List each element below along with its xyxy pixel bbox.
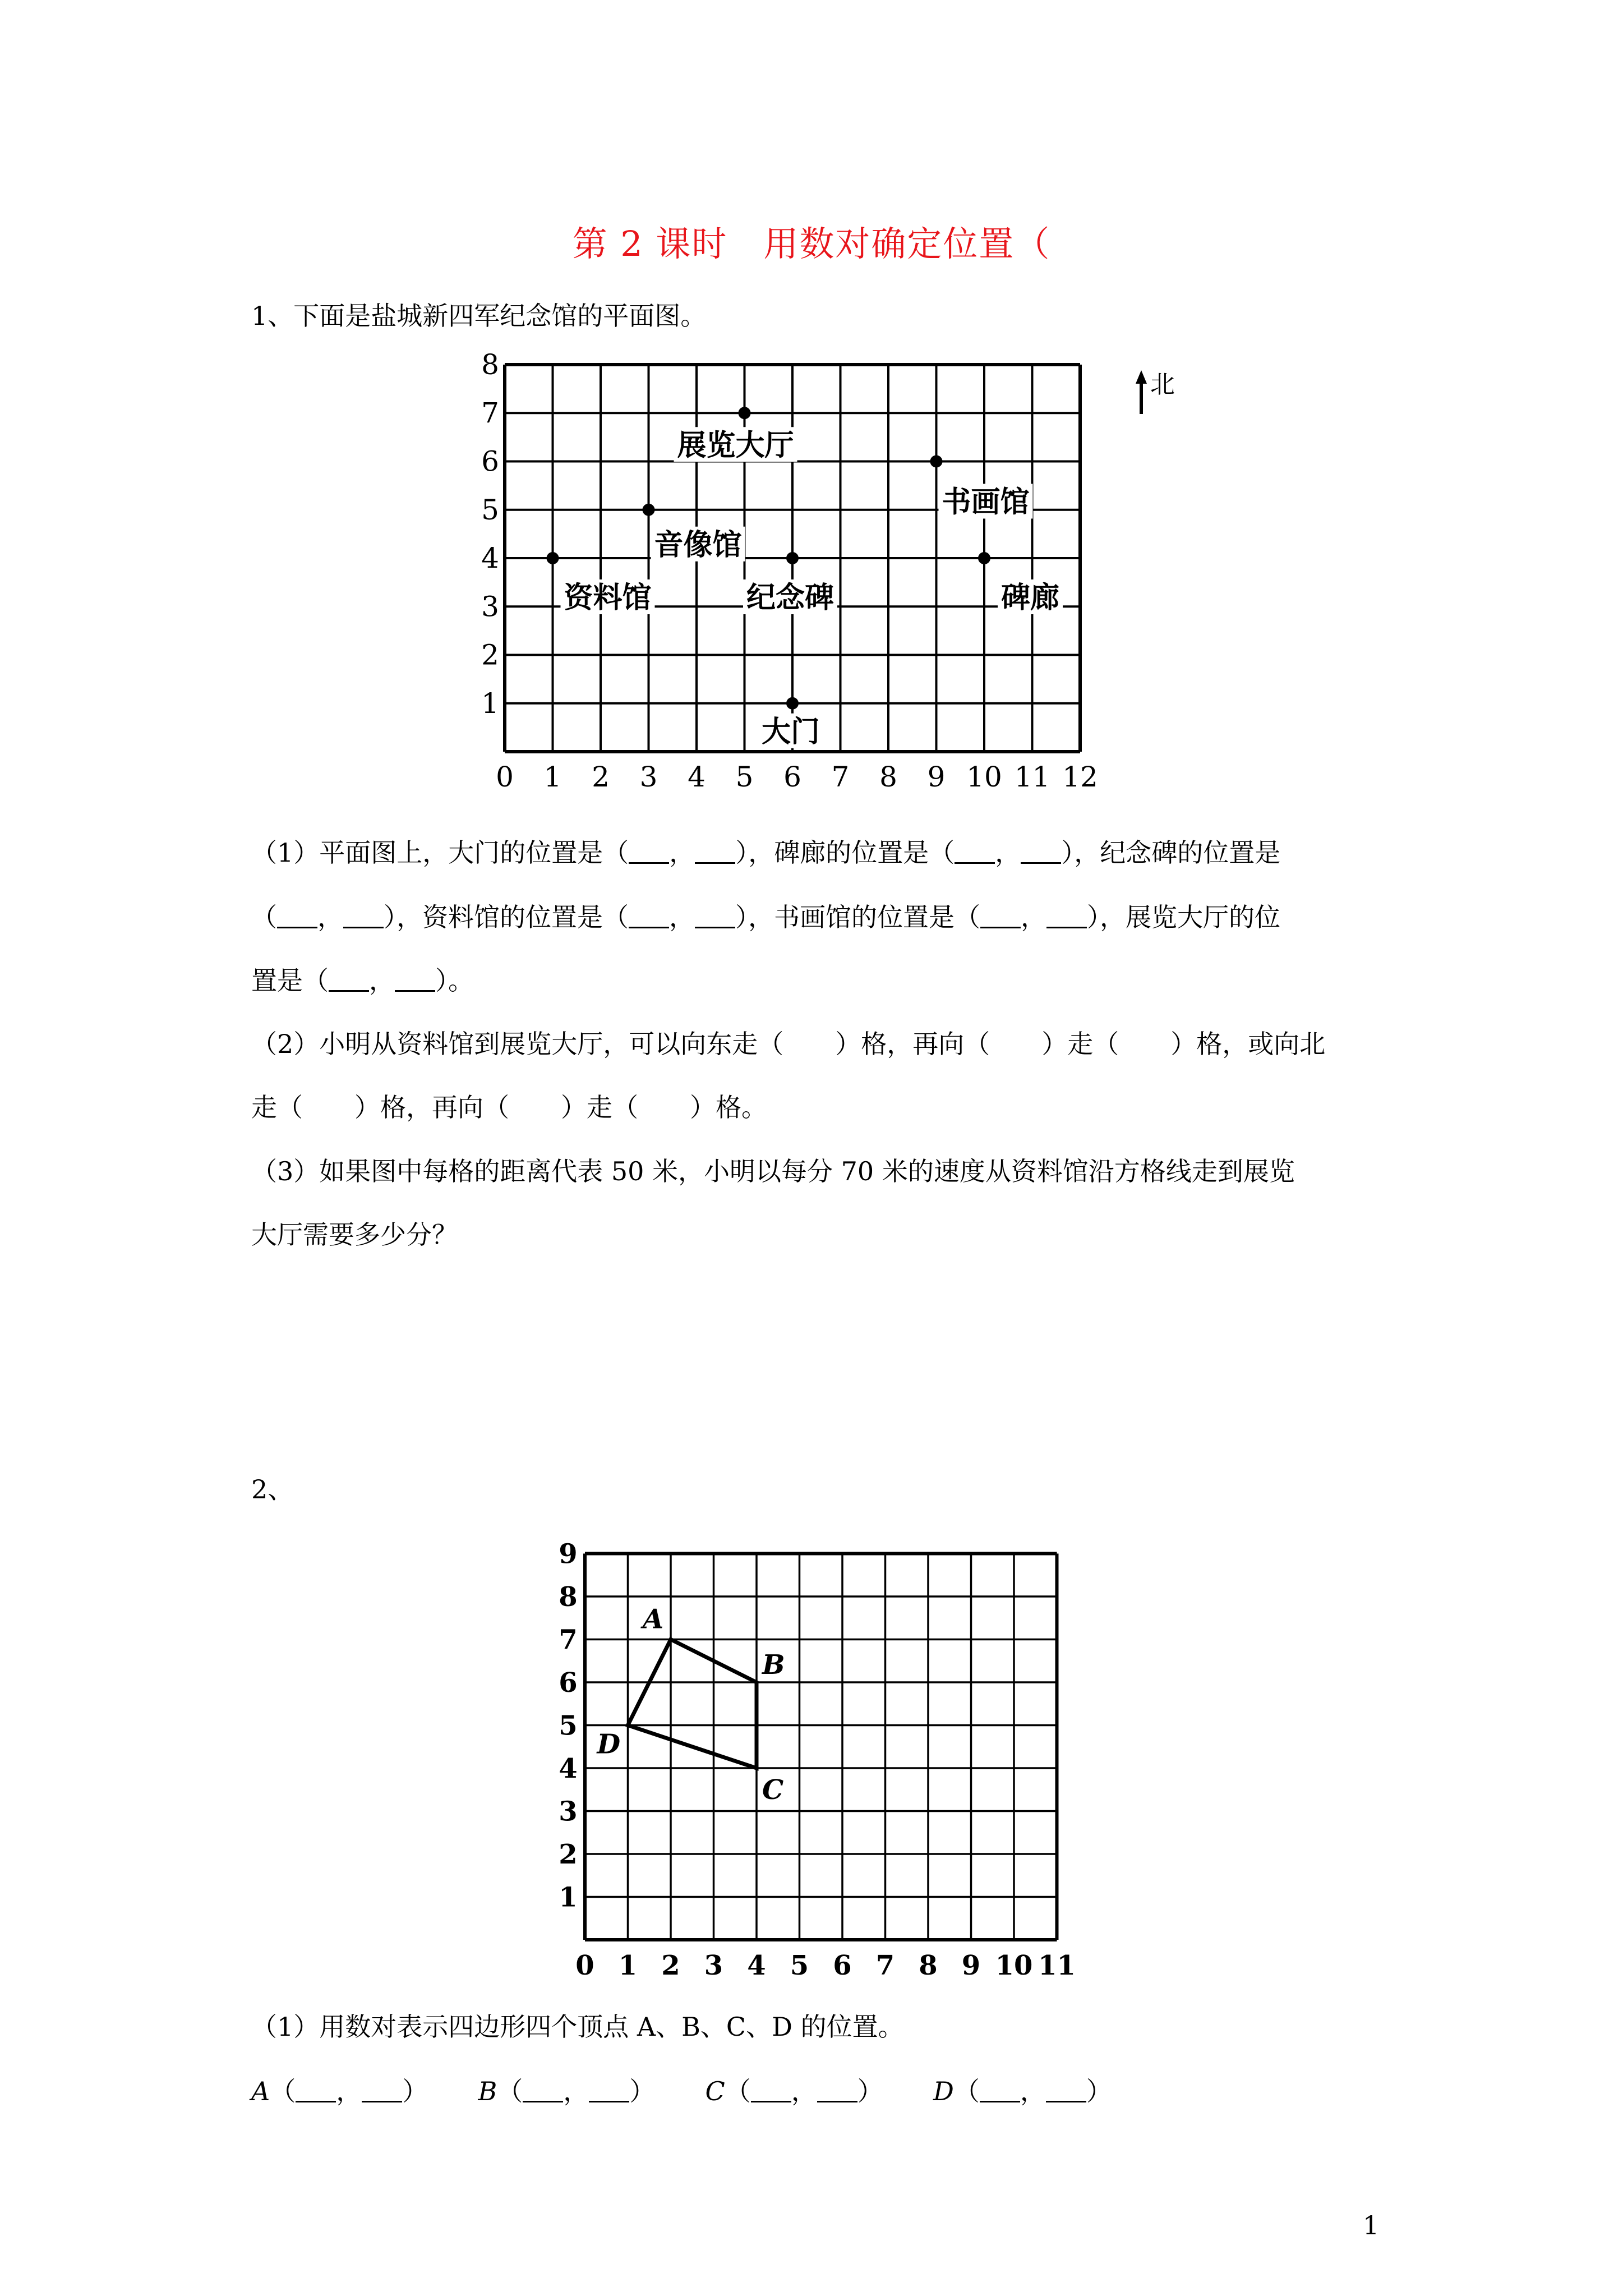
q1-part3-line1: （3）如果图中每格的距离代表 50 米，小明以每分 70 米的速度从资料馆沿方格线走到展览 bbox=[251, 1156, 1295, 1186]
y-tick-label: 2 bbox=[559, 1839, 578, 1870]
q2-answer-row: A（ ， ） B（ ， ） C（ ， ） D（ ， ） bbox=[251, 2076, 1112, 2106]
x-tick-label: 6 bbox=[783, 761, 801, 793]
vertex-label-c: C bbox=[762, 1774, 784, 1806]
answer-blank[interactable] bbox=[523, 2078, 563, 2102]
x-tick-label: 10 bbox=[995, 1950, 1033, 1981]
x-tick-label: 7 bbox=[831, 761, 850, 793]
place-label: 纪念碑 bbox=[746, 581, 834, 615]
x-tick-label: 6 bbox=[833, 1950, 852, 1981]
y-tick-label: 9 bbox=[559, 1538, 578, 1570]
q1-part1-line3: 置是（ ， ）。 bbox=[251, 965, 474, 996]
q1-part1-line2: （ ， ），资料馆的位置是（ ， ），书画馆的位置是（ ， ），展览大厅的位 bbox=[251, 902, 1280, 932]
x-tick-label: 5 bbox=[790, 1950, 809, 1981]
answer-blank[interactable] bbox=[980, 2078, 1020, 2102]
north-label: 北 bbox=[1150, 370, 1175, 399]
x-tick-label: 2 bbox=[592, 761, 610, 793]
y-tick-label: 1 bbox=[481, 687, 499, 720]
y-tick-label: 8 bbox=[559, 1581, 578, 1613]
vertex-label-a: A bbox=[643, 1603, 664, 1635]
answer-blank[interactable] bbox=[751, 2078, 791, 2102]
y-tick-label: 7 bbox=[559, 1624, 578, 1656]
q1-part1-line1: （1）平面图上，大门的位置是（ ， ），碑廊的位置是（ ， ），纪念碑的位置是 bbox=[251, 838, 1281, 868]
place-label: 大门 bbox=[762, 714, 820, 749]
place-label: 书画馆 bbox=[942, 485, 1030, 519]
x-tick-label: 8 bbox=[919, 1950, 938, 1981]
vertex-label-d: D bbox=[597, 1728, 621, 1760]
q1-part2-line1: （2）小明从资料馆到展览大厅，可以向东走（ ）格，再向（ ）走（ ）格，或向北 bbox=[251, 1029, 1326, 1059]
y-tick-label: 6 bbox=[559, 1667, 578, 1699]
x-tick-label: 9 bbox=[927, 761, 946, 793]
answer-blank[interactable] bbox=[1046, 2078, 1086, 2102]
y-tick-label: 2 bbox=[481, 638, 499, 671]
x-tick-label: 3 bbox=[704, 1950, 723, 1981]
x-tick-label: 5 bbox=[735, 761, 754, 793]
y-tick-label: 3 bbox=[559, 1796, 578, 1828]
place-label: 音像馆 bbox=[654, 527, 742, 562]
q2-part1: （1）用数对表示四边形四个顶点 A、B、C、D 的位置。 bbox=[251, 2012, 904, 2042]
q1-part3-line2: 大厅需要多少分？ bbox=[251, 1220, 458, 1250]
quadrilateral-abcd bbox=[628, 1640, 757, 1769]
x-tick-label: 8 bbox=[879, 761, 897, 793]
answer-blank[interactable] bbox=[296, 2078, 336, 2102]
x-tick-label: 2 bbox=[661, 1950, 680, 1981]
x-tick-label: 7 bbox=[875, 1950, 895, 1981]
y-tick-label: 4 bbox=[481, 542, 499, 574]
y-tick-label: 1 bbox=[559, 1881, 578, 1913]
q1-part2-line2: 走（ ）格，再向（ ）走（ ）格。 bbox=[251, 1092, 767, 1122]
answer-blank[interactable] bbox=[817, 2078, 857, 2102]
y-tick-label: 5 bbox=[481, 493, 499, 526]
place-label: 碑廊 bbox=[1001, 581, 1060, 615]
x-tick-label: 4 bbox=[747, 1950, 766, 1981]
y-tick-label: 4 bbox=[559, 1753, 578, 1784]
x-tick-label: 9 bbox=[961, 1950, 981, 1981]
x-tick-label: 10 bbox=[966, 761, 1002, 793]
grid-2-tick-labels bbox=[559, 1539, 1076, 1982]
y-tick-label: 7 bbox=[481, 397, 499, 430]
place-label: 资料馆 bbox=[564, 581, 652, 615]
y-tick-label: 6 bbox=[481, 445, 499, 478]
x-tick-label: 12 bbox=[1062, 761, 1098, 793]
x-tick-label: 0 bbox=[496, 761, 514, 793]
x-tick-label: 0 bbox=[575, 1950, 594, 1981]
answer-blank[interactable] bbox=[362, 2078, 402, 2102]
y-tick-label: 8 bbox=[481, 348, 499, 381]
q1-intro: 1、下面是盐城新四军纪念馆的平面图。 bbox=[251, 301, 707, 331]
x-tick-label: 3 bbox=[639, 761, 658, 793]
y-tick-label: 5 bbox=[559, 1710, 578, 1742]
y-tick-label: 3 bbox=[481, 590, 499, 623]
answer-blank[interactable] bbox=[589, 2078, 629, 2102]
page-number: 1 bbox=[1363, 2210, 1380, 2240]
vertex-label-b: B bbox=[762, 1649, 785, 1681]
place-label: 展览大厅 bbox=[677, 428, 794, 463]
x-tick-label: 11 bbox=[1038, 1950, 1076, 1981]
x-tick-label: 11 bbox=[1014, 761, 1050, 793]
x-tick-label: 1 bbox=[618, 1950, 638, 1981]
x-tick-label: 4 bbox=[688, 761, 706, 793]
page-title: 第 2 课时 用数对确定位置（ bbox=[572, 223, 1051, 264]
x-tick-label: 1 bbox=[543, 761, 562, 793]
q2-label: 2、 bbox=[251, 1474, 294, 1504]
